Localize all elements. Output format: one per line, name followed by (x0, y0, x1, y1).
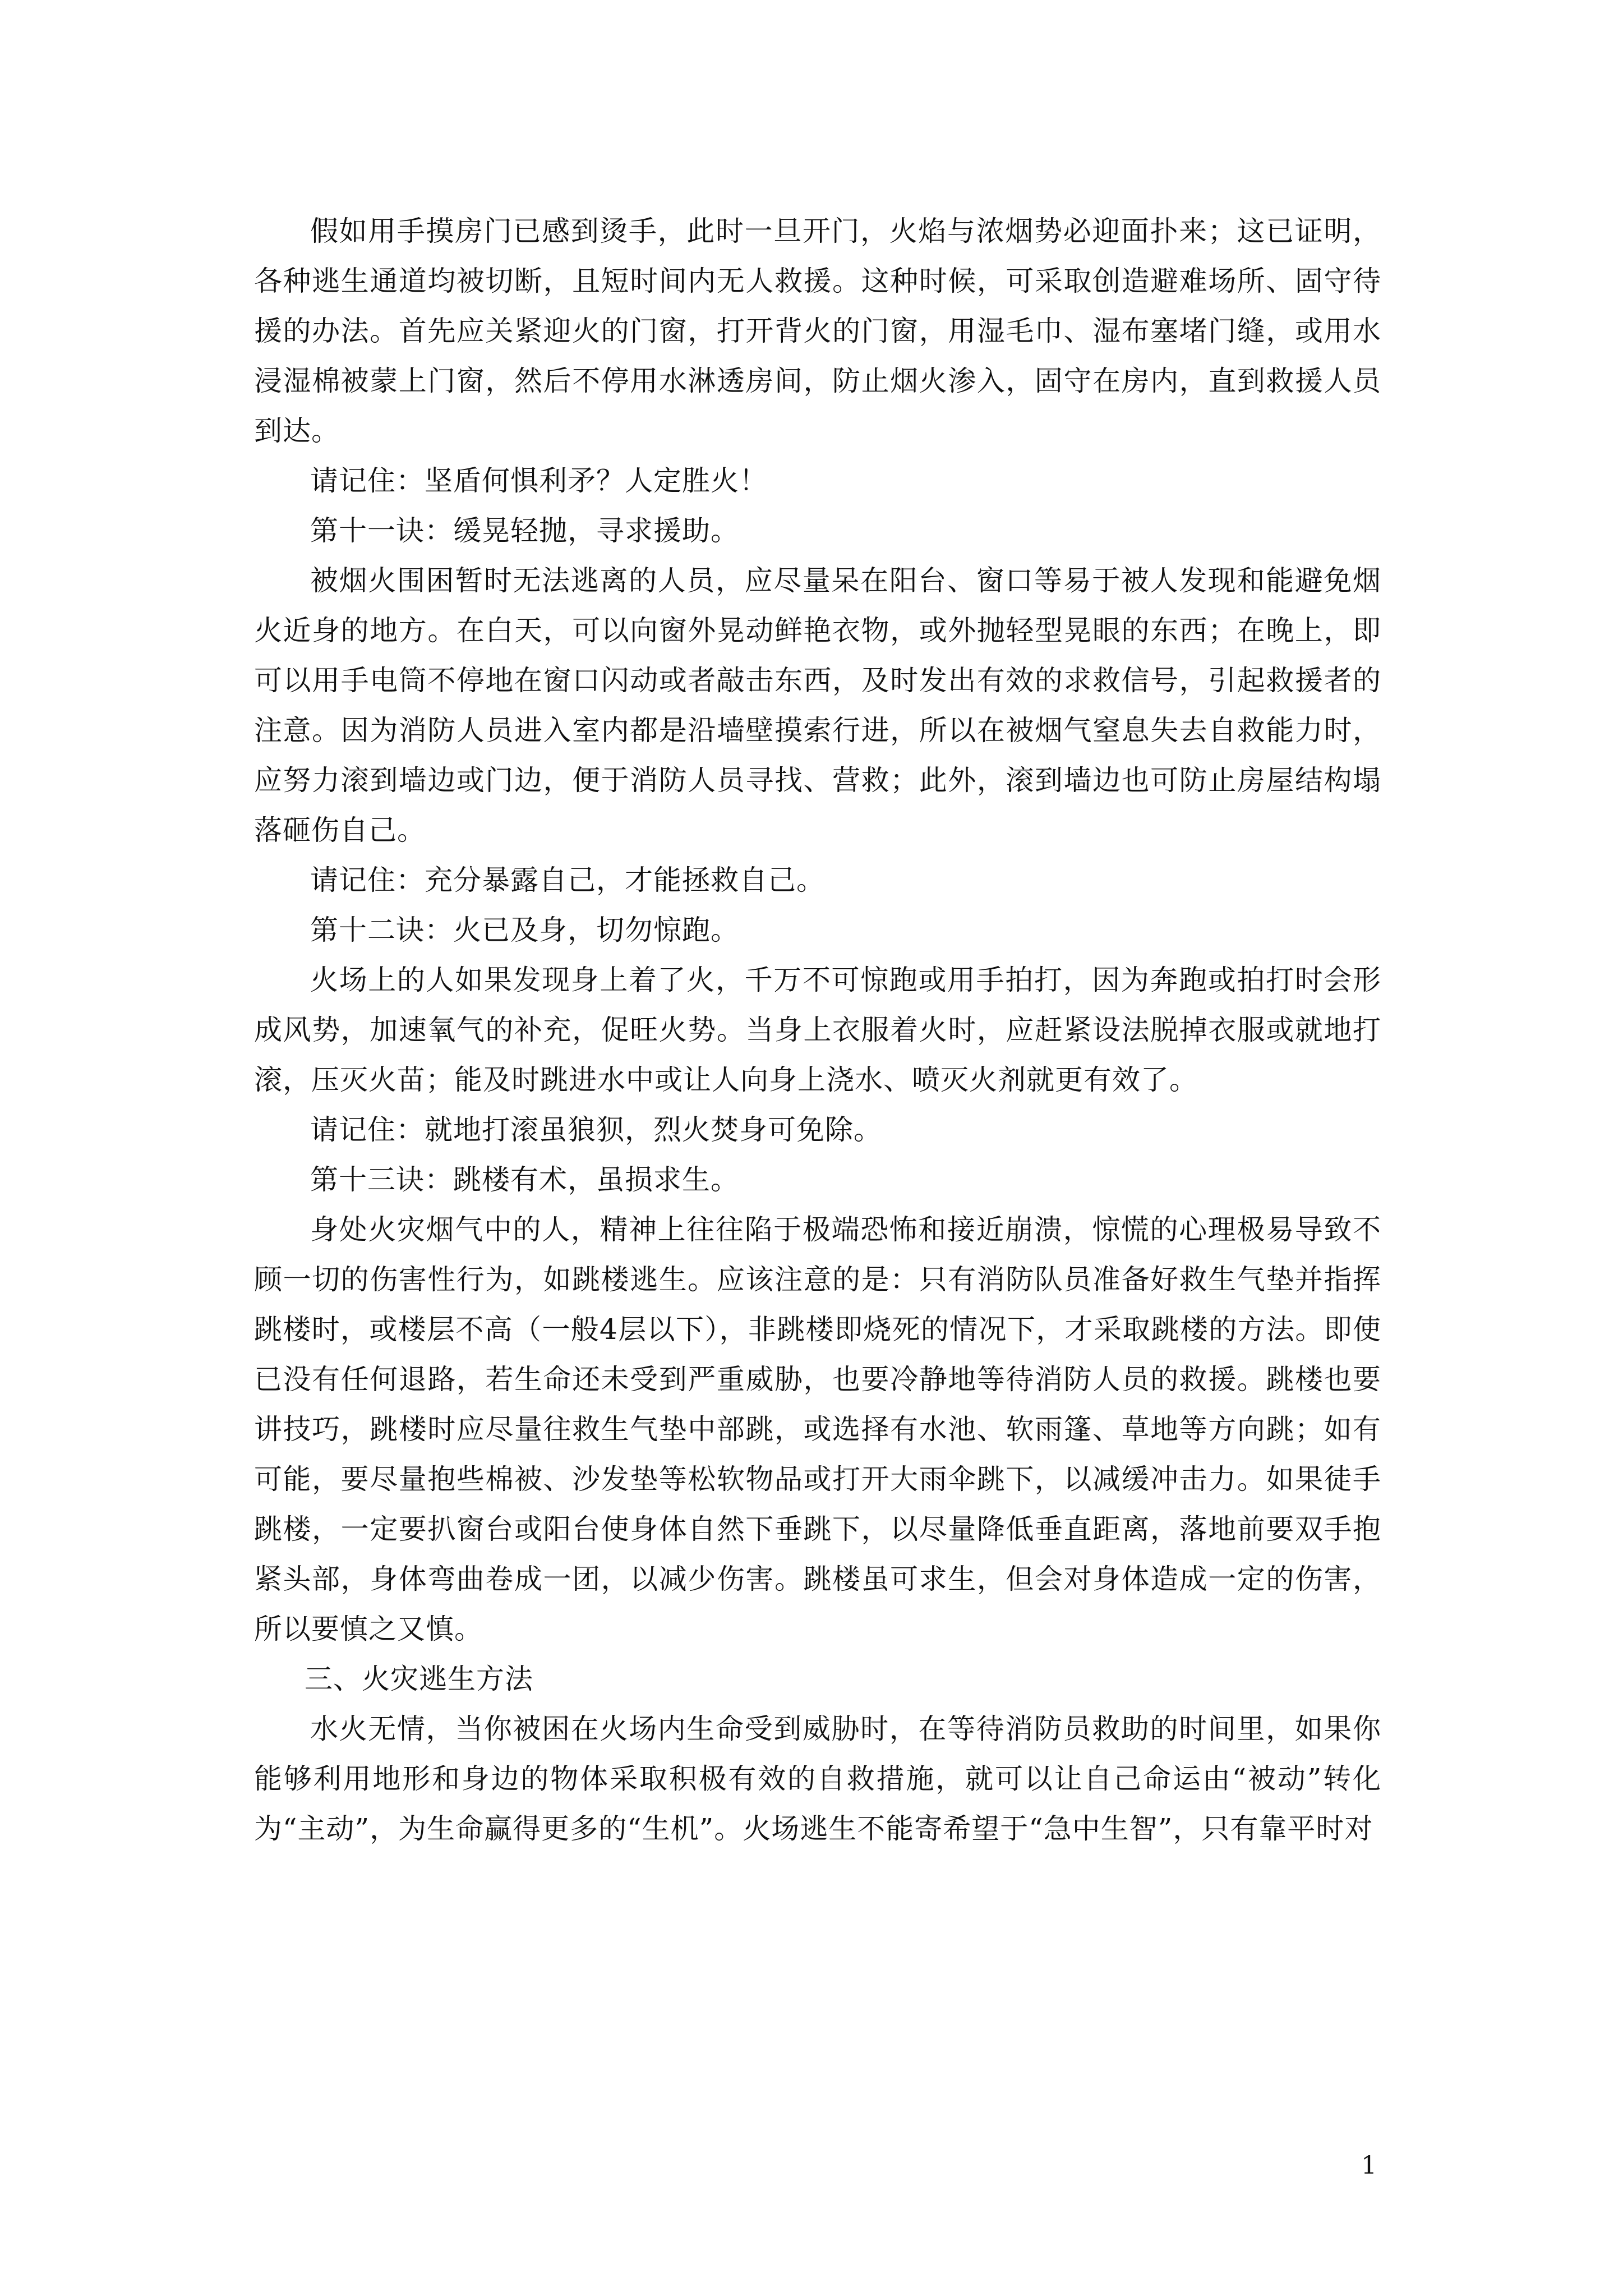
paragraph-remember-2: 请记住：充分暴露自己，才能拯救自己。 (310, 864, 825, 896)
paragraph-shelter-in-place: 假如用手摸房门已感到烫手，此时一旦开门，火焰与浓烟势必迎面扑来；这已证明，各种逃生通道均被切断，且短时间内无人救援。这种时候，可采取创造避难场所、固守待援的办法。首先应关紧迎火的门窗，打开背火的门窗，用湿毛巾、湿布塞堵门缝，或用水浸湿棉被蒙上门窗，然后不停用水淋透房间，防止烟火渗入，固守在房内，直到救援人员到达。 (254, 215, 1381, 447)
paragraph-remember-1: 请记住：坚盾何惧利矛？人定胜火！ (310, 464, 768, 497)
paragraph-tip-11-body: 被烟火围困暂时无法逃离的人员，应尽量呆在阳台、窗口等易于被人发现和能避免烟火近身的地方。在白天，可以向窗外晃动鲜艳衣物，或外抛轻型晃眼的东西；在晚上，即可以用手电筒不停地在窗口闪动或者敲击东西，及时发出有效的求救信号，引起救援者的注意。因为消防人员进入室内都是沿墙壁摸索行进，所以在被烟气窒息失去自救能力时，应努力滚到墙边或门边，便于消防人员寻找、营救；此外，滚到墙边也可防止房屋结构塌落砸伤自己。 (254, 564, 1381, 846)
paragraph-tip-12-body: 火场上的人如果发现身上着了火，千万不可惊跑或用手拍打，因为奔跑或拍打时会形成风势，加速氧气的补充，促旺火势。当身上衣服着火时，应赶紧设法脱掉衣服或就地打滚，压灭火苗；能及时跳进水中或让人向身上浇水、喷灭火剂就更有效了。 (254, 964, 1381, 1096)
paragraph-tip-11-title: 第十一诀：缓晃轻抛，寻求援助。 (310, 514, 739, 547)
paragraph-tip-12-title: 第十二诀：火已及身，切勿惊跑。 (310, 914, 739, 946)
page-number: 1 (1361, 2151, 1377, 2180)
paragraph-tip-13-title: 第十三诀：跳楼有术，虽损求生。 (310, 1163, 739, 1196)
paragraph-remember-3: 请记住：就地打滚虽狼狈，烈火焚身可免除。 (310, 1114, 882, 1146)
paragraph-tip-13-body: 身处火灾烟气中的人，精神上往往陷于极端恐怖和接近崩溃，惊慌的心理极易导致不顾一切的伤害性行为，如跳楼逃生。应该注意的是：只有消防队员准备好救生气垫并指挥跳楼时，或楼层不高（一般4层以下），非跳楼即烧死的情况下，才采取跳楼的方法。即使已没有任何退路，若生命还未受到严重威胁，也要冷静地等待消防人员的救援。跳楼也要讲技巧，跳楼时应尽量往救生气垫中部跳，或选择有水池、软雨篷、草地等方向跳；如有可能，要尽量抱些棉被、沙发垫等松软物品或打开大雨伞跳下，以减缓冲击力。如果徒手跳楼，一定要扒窗台或阳台使身体自然下垂跳下，以尽量降低垂直距离，落地前要双手抱紧头部，身体弯曲卷成一团，以减少伤害。跳楼虽可求生，但会对身体造成一定的伤害，所以要慎之又慎。 (254, 1213, 1381, 1645)
document-body (254, 206, 1381, 1854)
paragraph-escape-methods-intro: 水火无情，当你被困在火场内生命受到威胁时，在等待消防员救助的时间里，如果你能够利用地形和身边的物体采取积极有效的自救措施，就可以让自己命运由“被动”转化为“主动”，为生命赢得更多的“生机”。火场逃生不能寄希望于“急中生智”，只有靠平时对 (254, 1713, 1381, 1845)
section-heading-escape-methods: 三、火灾逃生方法 (305, 1663, 533, 1695)
